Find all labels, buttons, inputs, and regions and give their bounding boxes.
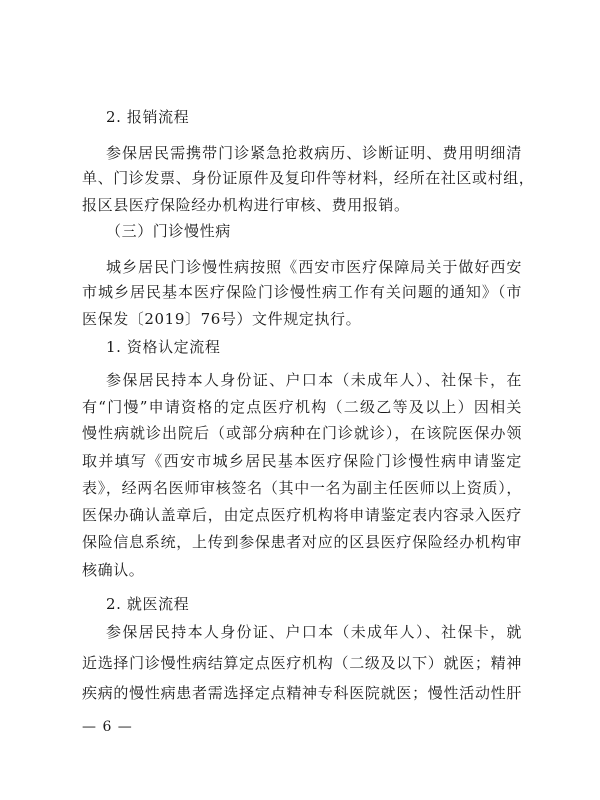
paragraph-line: 疾病的慢性病患者需选择定点精神专科医院就医；慢性活动性肝 bbox=[82, 684, 522, 702]
paragraph-line: 参保居民需携带门诊紧急抢救病历、诊断证明、费用明细清 bbox=[106, 144, 522, 162]
section-heading-chronic-disease: （三）门诊慢性病 bbox=[106, 222, 231, 240]
subsection-heading-qualification: 1. 资格认定流程 bbox=[106, 338, 221, 356]
paragraph-line: 单、门诊发票、身份证原件及复印件等材料，经所在社区或村组， bbox=[82, 169, 535, 187]
paragraph-line: 城乡居民门诊慢性病按照《西安市医疗保障局关于做好西安 bbox=[106, 258, 522, 276]
paragraph-line: 取并填写《西安市城乡居民基本医疗保险门诊慢性病申请鉴定 bbox=[82, 452, 522, 470]
paragraph-line: 保险信息系统，上传到参保患者对应的区县医疗保险经办机构审 bbox=[82, 533, 522, 551]
page-number: — 6 — bbox=[82, 719, 133, 735]
section-heading-reimbursement-process: 2. 报销流程 bbox=[106, 108, 190, 126]
paragraph-line: 参保居民持本人身份证、户口本（未成年人）、社保卡，就 bbox=[106, 623, 522, 641]
paragraph-line: 医保发〔2019〕76号）文件规定执行。 bbox=[82, 310, 362, 328]
paragraph-line: 慢性病就诊出院后（或部分病种在门诊就诊），在该院医保办领 bbox=[82, 424, 522, 442]
subsection-heading-treatment: 2. 就医流程 bbox=[106, 595, 190, 613]
paragraph-line: 市城乡居民基本医疗保险门诊慢性病工作有关问题的通知》（市 bbox=[82, 283, 522, 301]
paragraph-line: 表》，经两名医师审核签名（其中一名为副主任医师以上资质）， bbox=[82, 479, 522, 497]
paragraph-line: 报区县医疗保险经办机构进行审核、费用报销。 bbox=[82, 196, 410, 214]
paragraph-line: 医保办确认盖章后，由定点医疗机构将申请鉴定表内容录入医疗 bbox=[82, 506, 522, 524]
paragraph-line: 参保居民持本人身份证、户口本（未成年人）、社保卡，在 bbox=[106, 371, 522, 389]
paragraph-line: 近选择门诊慢性病结算定点医疗机构（二级及以下）就医；精神 bbox=[82, 654, 522, 672]
paragraph-line: 有“门慢”申请资格的定点医疗机构（二级乙等及以上）因相关 bbox=[82, 398, 522, 416]
paragraph-line: 核确认。 bbox=[82, 561, 145, 579]
